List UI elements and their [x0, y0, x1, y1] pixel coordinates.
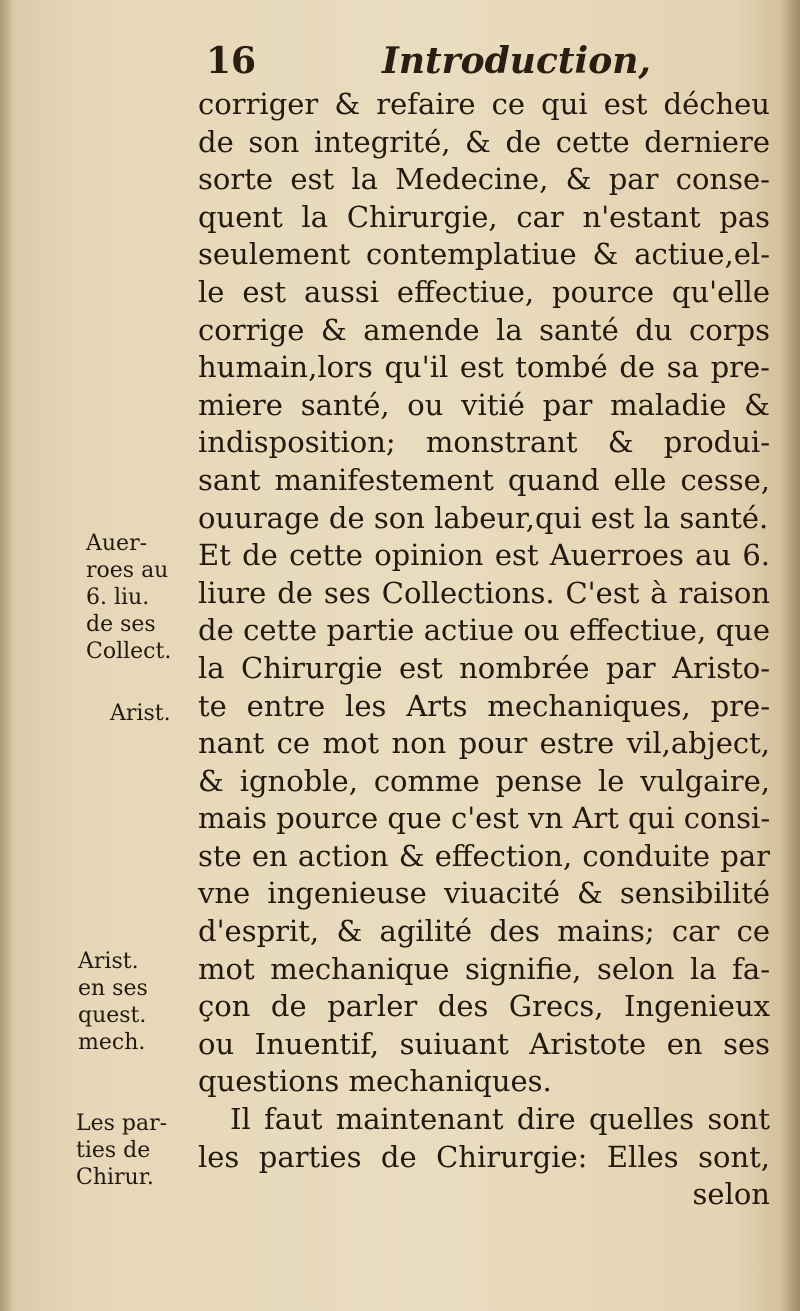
margin-note-line: Arist.: [78, 949, 139, 974]
text-line: mot mechanique signifie, selon la fa-: [198, 951, 770, 986]
margin-note-auerroes: [86, 530, 192, 665]
text-line: humain,lors qu'il est tombé de sa pre-: [198, 350, 770, 385]
margin-note-line: quest.: [78, 1003, 147, 1028]
text-line: liure de ses Collections. C'est à raison: [198, 575, 770, 610]
text-line: Et de cette opinion est Auerroes au 6.: [198, 538, 770, 573]
text-line: ste en action & effection, conduite par: [198, 838, 770, 873]
page-gutter-shading: [0, 0, 14, 1311]
margin-note-line: en ses: [78, 976, 148, 1001]
margin-note-arist: [110, 700, 190, 727]
margin-note-line: roes au: [86, 558, 169, 583]
text-line: quent la Chirurgie, car n'estant pas: [198, 199, 770, 234]
text-line: te entre les Arts mechaniques, pre-: [198, 688, 770, 723]
text-line: corrige & amende la santé du corps: [198, 312, 770, 347]
running-title: Introduction,: [382, 40, 651, 82]
text-line: de son integrité, & de cette derniere: [198, 124, 770, 159]
text-line: indisposition; monstrant & produi-: [198, 425, 770, 460]
margin-note-line: Collect.: [86, 639, 172, 664]
text-line: les parties de Chirurgie: Elles sont,: [198, 1139, 770, 1174]
text-line: mais pource que c'est vn Art qui consi-: [198, 801, 771, 836]
page-number: 16: [206, 40, 257, 82]
text-line: ou Inuentif, suiuant Aristote en ses: [198, 1026, 770, 1061]
margin-note-line: mech.: [78, 1030, 146, 1055]
text-line: questions mechaniques.: [198, 1064, 552, 1099]
margin-note-line: Les par-: [76, 1111, 168, 1136]
page-edge-shading: [780, 0, 800, 1311]
margin-note-line: Arist.: [110, 701, 171, 726]
text-line: sorte est la Medecine, & par conse-: [198, 162, 770, 197]
margin-note-line: 6. liu.: [86, 585, 150, 610]
text-line: sant manifestement quand elle cesse,: [198, 462, 770, 497]
text-line: vne ingenieuse viuacité & sensibilité: [198, 876, 770, 911]
margin-note-line: Chirur.: [76, 1165, 154, 1190]
text-line: de cette partie actiue ou effectiue, que: [198, 613, 770, 648]
text-line: nant ce mot non pour estre vil,abject,: [198, 726, 770, 761]
text-line: d'esprit, & agilité des mains; car ce: [198, 914, 770, 949]
text-line: seulement contemplatiue & actiue,el-: [198, 237, 770, 272]
text-line: çon de parler des Grecs, Ingenieux: [198, 989, 770, 1024]
text-line: le est aussi effectiue, pource qu'elle: [198, 274, 770, 309]
margin-note-arist-quest: [78, 948, 188, 1056]
text-line: corriger & refaire ce qui est décheu: [198, 87, 770, 121]
text-line: Il faut maintenant dire quelles sont: [230, 1102, 770, 1137]
text-line: ouurage de son labeur,qui est la santé.: [198, 500, 769, 535]
margin-note-line: ties de: [76, 1138, 151, 1163]
catchword: selon: [692, 1177, 770, 1212]
body-text: [198, 86, 770, 1214]
text-line: miere santé, ou vitié par maladie &: [198, 387, 770, 422]
text-line: & ignoble, comme pense le vulgaire,: [198, 763, 770, 798]
margin-note-parties: [76, 1110, 186, 1191]
margin-note-line: de ses: [86, 612, 156, 637]
margin-note-line: Auer-: [86, 531, 148, 556]
text-line: la Chirurgie est nombrée par Aristo-: [198, 650, 770, 685]
